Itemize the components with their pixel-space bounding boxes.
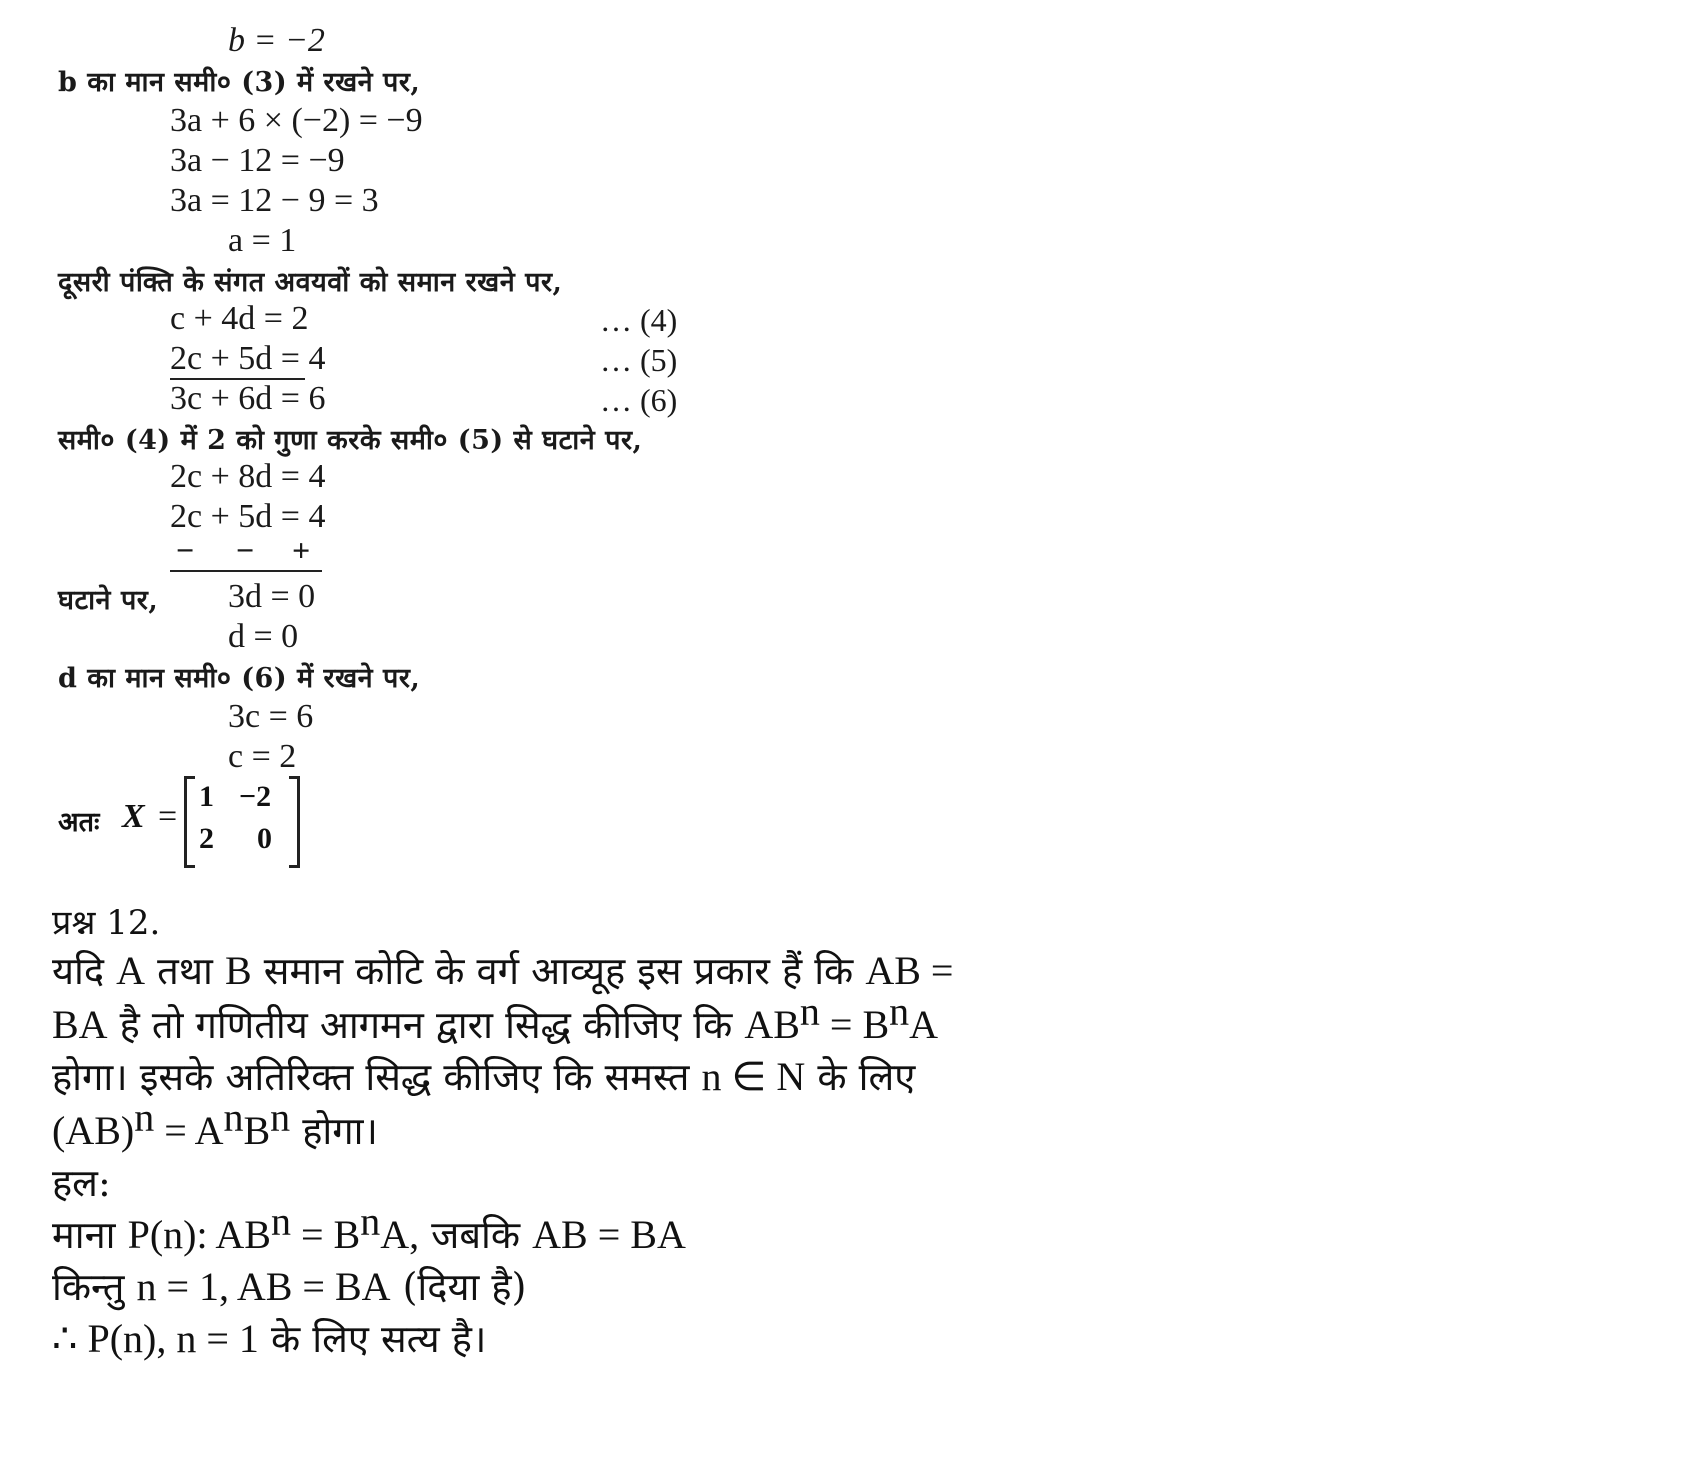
solution-text: जबकि [419, 1213, 533, 1257]
equation-d-value: d = 0 [228, 618, 299, 655]
matrix-brackets [184, 776, 300, 868]
superscript-n: n [134, 1094, 155, 1140]
question-text: A [909, 1002, 939, 1047]
sign-minus-2: − [236, 532, 255, 568]
subtraction-signs [170, 532, 330, 568]
solution-text: किन्तु [52, 1265, 137, 1309]
superscript-n: n [799, 988, 820, 1034]
question-text: AB [744, 1002, 800, 1047]
question-text: BA [52, 1002, 108, 1047]
solution-text: AB = BA [532, 1212, 686, 1257]
equation-a-step1: 3a + 6 × (−2) = −9 [170, 102, 423, 139]
question-text: B [243, 1108, 271, 1153]
question-line-3 [52, 1050, 915, 1102]
question-text: है तो गणितीय आगमन द्वारा सिद्ध कीजिए कि [107, 1003, 745, 1047]
superscript-n: n [270, 1198, 291, 1244]
matrix-label: अतः [58, 807, 100, 838]
text-multiply-subtract: समी० (4) में 2 को गुणा करके समी० (5) से घटाने पर, [58, 425, 643, 456]
solution-text: (दिया है) [390, 1265, 527, 1309]
equation-6: 3c + 6d = 6 [170, 380, 326, 417]
equation-d-step1: 3d = 0 [228, 578, 316, 615]
question-text: = A [154, 1108, 224, 1153]
matrix-cell-r2c2: 0 [257, 822, 272, 855]
question-text: AB = [865, 948, 954, 993]
matrix-cell-r1c1: 1 [199, 780, 214, 813]
sign-minus-1: − [176, 532, 195, 568]
equation-m2: 2c + 5d = 4 [170, 498, 326, 535]
superscript-n: n [270, 1094, 291, 1140]
equation-5-number: … (5) [600, 342, 678, 378]
matrix-equals: = [158, 798, 178, 835]
matrix-variable: X [122, 798, 145, 835]
text-subtracting: घटाने पर, [58, 585, 159, 616]
question-text: समान कोटि के वर्ग आव्यूह इस प्रकार हैं कि [251, 949, 866, 993]
solution-text: ∴ P(n), n = 1 [52, 1316, 259, 1361]
equation-a-step2: 3a − 12 = −9 [170, 142, 345, 179]
superscript-n: n [223, 1094, 244, 1140]
equation-4: c + 4d = 2 [170, 300, 309, 337]
equation-a-step3: 3a = 12 − 9 = 3 [170, 182, 379, 219]
question-text: यदि [52, 949, 117, 993]
solution-text: माना [52, 1213, 128, 1257]
solution-line-2 [52, 1260, 526, 1312]
text-b-substitution: b का मान समी० (3) में रखने पर, [58, 67, 421, 98]
equation-c-step1: 3c = 6 [228, 698, 314, 735]
text-d-substitution: d का मान समी० (6) में रखने पर, [58, 663, 421, 694]
equation-4-number: … (4) [600, 302, 678, 338]
sign-plus: + [292, 532, 311, 568]
solution-text: = B [290, 1212, 361, 1257]
solution-heading: हल: [52, 1161, 111, 1205]
superscript-n: n [360, 1198, 381, 1244]
equation-5: 2c + 5d = 4 [170, 340, 326, 377]
matrix-cell-r2c1: 2 [199, 822, 214, 855]
question-text: होगा। इसके अतिरिक्त सिद्ध कीजिए कि समस्त [52, 1055, 702, 1099]
solution-text: के लिए सत्य है। [258, 1317, 487, 1361]
question-text: होगा। [290, 1109, 378, 1153]
solution-text: n = 1, AB = BA [136, 1264, 391, 1309]
equation-6-number: … (6) [600, 382, 678, 418]
question-text: (AB) [52, 1108, 135, 1153]
question-line-2 [52, 988, 939, 1050]
question-number: प्रश्न 12. [52, 903, 161, 943]
question-text: A [116, 948, 146, 993]
solution-line-3 [52, 1312, 486, 1364]
equation-b-value: b = −2 [228, 22, 325, 59]
difference-rule [170, 570, 322, 572]
solution-text: A, [380, 1212, 420, 1257]
solution-text: P(n): AB [127, 1212, 271, 1257]
equation-c-value: c = 2 [228, 738, 297, 775]
superscript-n: n [889, 988, 910, 1034]
question-line-4 [52, 1094, 378, 1156]
question-text: B [224, 948, 252, 993]
question-text: n ∈ N [701, 1054, 806, 1099]
equation-a-value: a = 1 [228, 222, 297, 259]
question-text: के लिए [805, 1055, 916, 1099]
matrix-cell-r1c2: −2 [239, 780, 272, 813]
question-text: = B [819, 1002, 890, 1047]
equation-m1: 2c + 8d = 4 [170, 458, 326, 495]
text-row2-equal: दूसरी पंक्ति के संगत अवयवों को समान रखने पर, [58, 267, 563, 298]
solution-line-1 [52, 1198, 686, 1260]
question-text: तथा [145, 949, 225, 993]
